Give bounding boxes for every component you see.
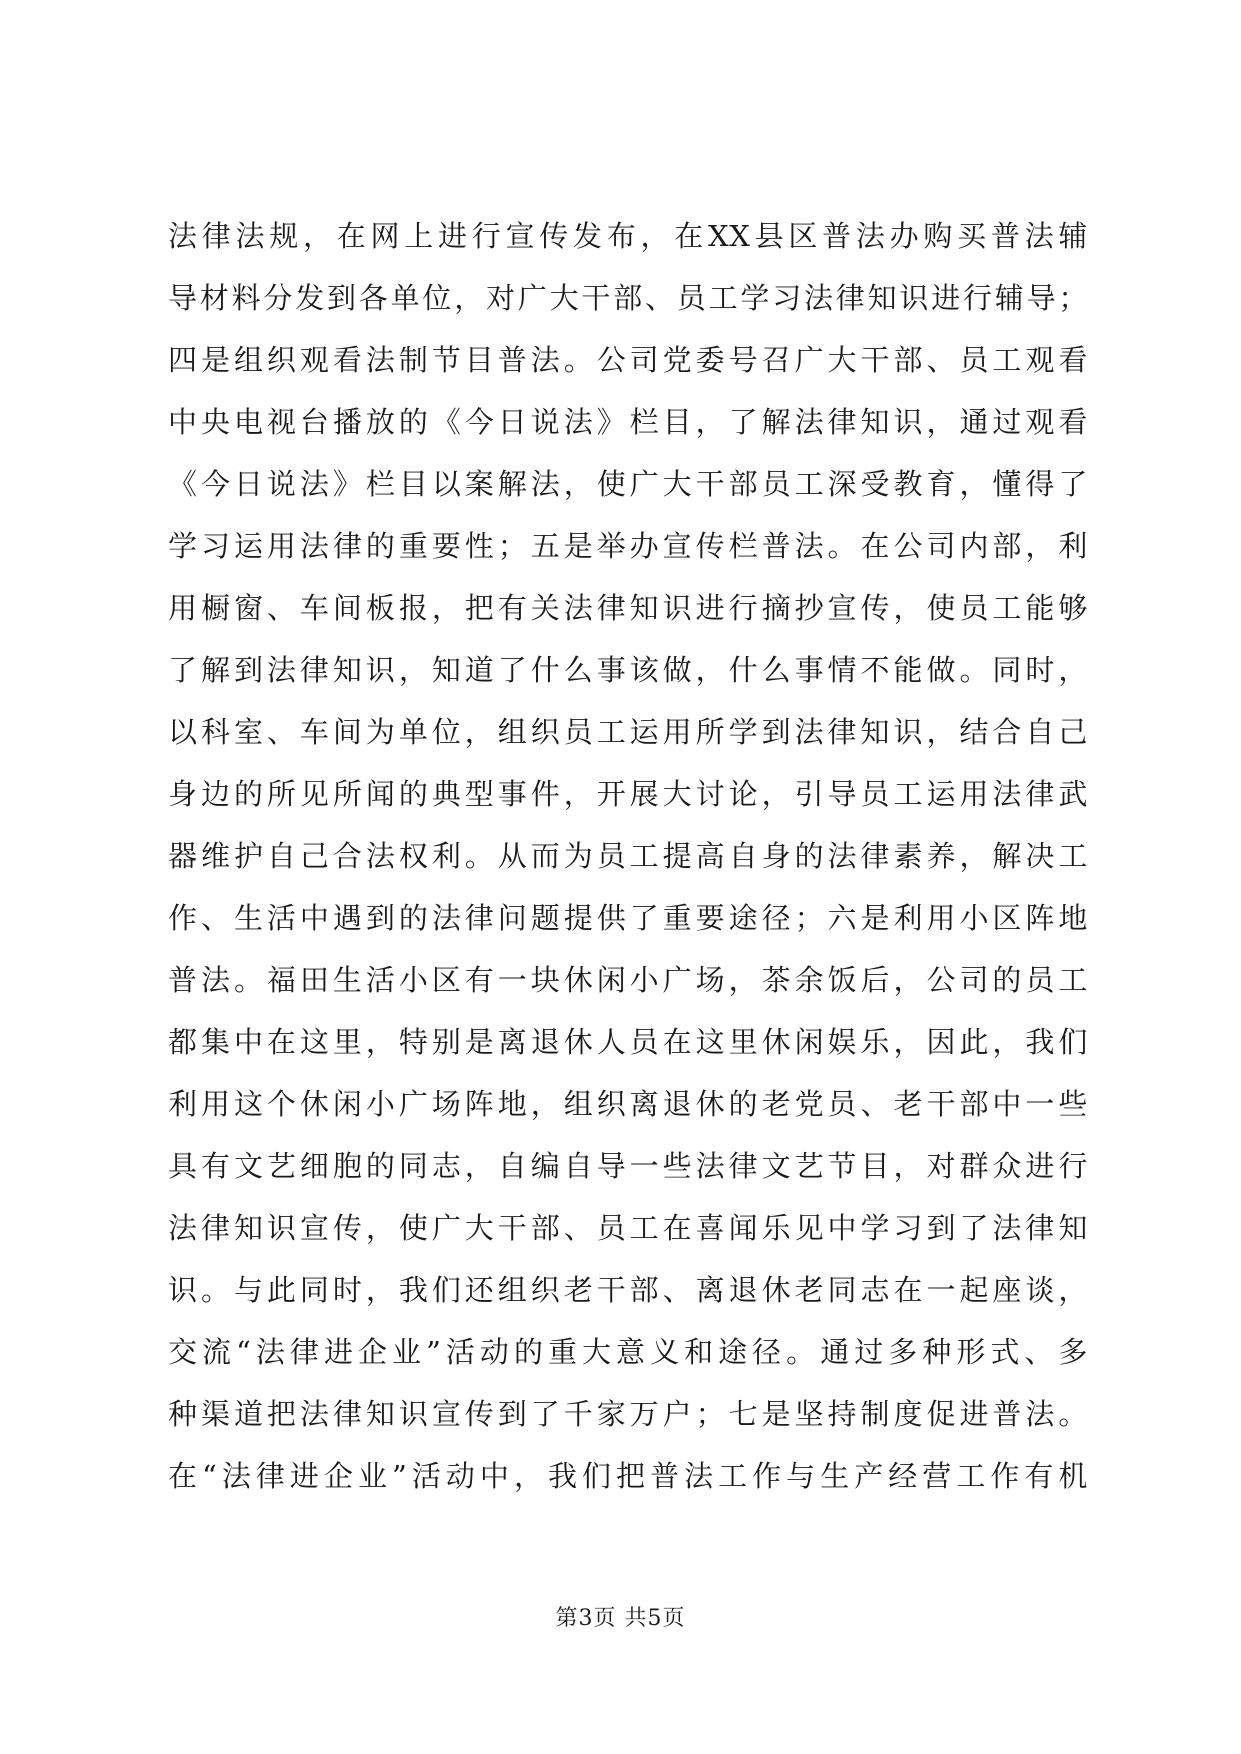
- text-line: 法律法规，在网上进行宣传发布，在XX县区普法办购买普法辅: [168, 219, 1088, 253]
- text-line: 法律知识宣传，使广大干部、员工在喜闻乐见中学习到了法律知: [168, 1211, 1088, 1245]
- page-footer: [0, 1604, 1241, 1634]
- text-line: 导材料分发到各单位，对广大干部、员工学习法律知识进行辅导；: [168, 281, 1088, 315]
- text-line: 器维护自己合法权利。从而为员工提高自身的法律素养，解决工: [168, 839, 1088, 873]
- text-line: 《今日说法》栏目以案解法，使广大干部员工深受教育，懂得了: [168, 467, 1088, 501]
- text-line: 在“法律进企业”活动中，我们把普法工作与生产经营工作有机: [168, 1459, 1088, 1493]
- text-line: 种渠道把法律知识宣传到了千家万户；七是坚持制度促进普法。: [168, 1397, 1088, 1431]
- text-line: 了解到法律知识，知道了什么事该做，什么事情不能做。同时，: [168, 653, 1088, 687]
- text-line: 普法。福田生活小区有一块休闲小广场，茶余饭后，公司的员工: [168, 963, 1088, 997]
- text-line: 身边的所见所闻的典型事件，开展大讨论，引导员工运用法律武: [168, 777, 1088, 811]
- text-line: 识。与此同时，我们还组织老干部、离退休老同志在一起座谈，: [168, 1273, 1088, 1307]
- page-number-label: 第3页 共5页: [555, 1606, 686, 1631]
- text-line: 都集中在这里，特别是离退休人员在这里休闲娱乐，因此，我们: [168, 1025, 1088, 1059]
- text-line: 中央电视台播放的《今日说法》栏目，了解法律知识，通过观看: [168, 405, 1088, 439]
- text-line: 利用这个休闲小广场阵地，组织离退休的老党员、老干部中一些: [168, 1087, 1088, 1121]
- text-line: 交流“法律进企业”活动的重大意义和途径。通过多种形式、多: [168, 1335, 1088, 1369]
- text-line: 学习运用法律的重要性；五是举办宣传栏普法。在公司内部，利: [168, 529, 1088, 563]
- text-line: 具有文艺细胞的同志，自编自导一些法律文艺节目，对群众进行: [168, 1149, 1088, 1183]
- body-text: [168, 205, 1088, 1507]
- text-line: 作、生活中遇到的法律问题提供了重要途径；六是利用小区阵地: [168, 901, 1088, 935]
- text-line: 四是组织观看法制节目普法。公司党委号召广大干部、员工观看: [168, 343, 1088, 377]
- text-line: 以科室、车间为单位，组织员工运用所学到法律知识，结合自己: [168, 715, 1088, 749]
- text-line: 用橱窗、车间板报，把有关法律知识进行摘抄宣传，使员工能够: [168, 591, 1088, 625]
